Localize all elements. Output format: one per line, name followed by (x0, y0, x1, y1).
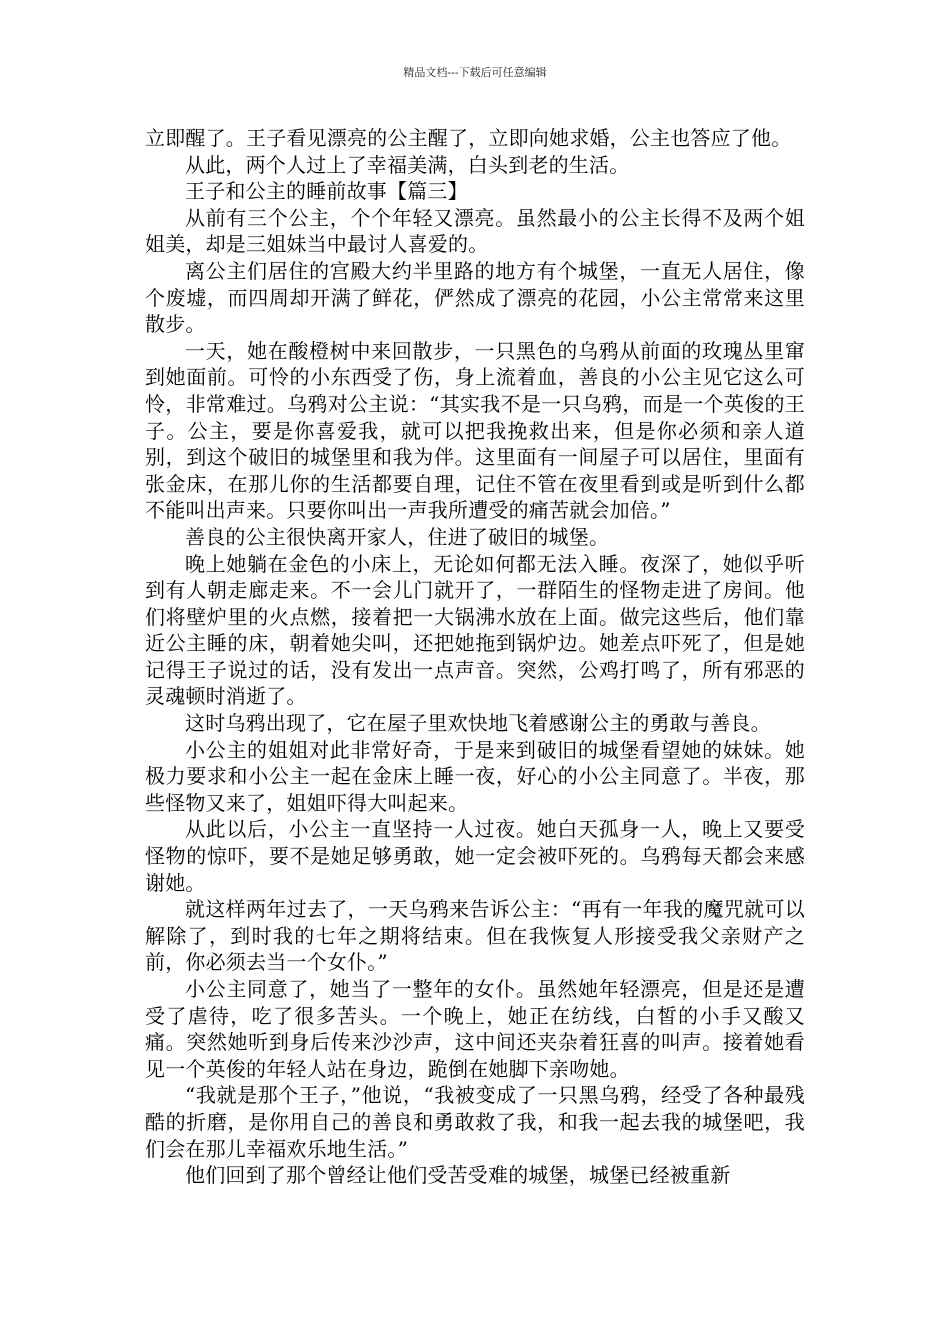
paragraph: “我就是那个王子，”他说，“我被变成了一只黑乌鸦，经受了各种最残酷的折磨，是你用自己的善良和勇敢救了我，和我一起去我的城堡吧，我们会在那儿幸福欢乐地生活。” (145, 1083, 805, 1161)
page-header: 精品文档---下载后可任意编辑 (403, 66, 547, 79)
paragraph: 小公主同意了，她当了一整年的女仆。虽然她年轻漂亮，但是还是遭受了虐待，吃了很多苦头。一个晚上，她正在纺线，白皙的小手又酸又痛。突然她听到身后传来沙沙声，这中间还夹杂着狂喜的叫声。接着她看见一个英俊的年轻人站在身边，跪倒在她脚下亲吻她。 (145, 977, 805, 1081)
paragraph: 从此以后，小公主一直坚持一人过夜。她白天孤身一人，晚上又要受怪物的惊吓，要不是她足够勇敢，她一定会被吓死的。乌鸦每天都会来感谢她。 (145, 817, 805, 895)
paragraph: 就这样两年过去了，一天乌鸦来告诉公主：“再有一年我的魔咒就可以解除了，到时我的七年之期将结束。但在我恢复人形接受我父亲财产之前，你必须去当一个女仆。” (145, 897, 805, 975)
document-body (145, 125, 805, 1189)
paragraph: 王子和公主的睡前故事【篇三】 (185, 179, 468, 204)
paragraph: 这时乌鸦出现了，它在屋子里欢快地飞着感谢公主的勇敢与善良。 (185, 711, 771, 736)
paragraph: 从此，两个人过上了幸福美满，白头到老的生活。 (185, 152, 630, 177)
paragraph: 晚上她躺在金色的小床上，无论如何都无法入睡。夜深了，她似乎听到有人朝走廊走来。不一会儿门就开了，一群陌生的怪物走进了房间。他们将壁炉里的火点燃，接着把一大锅沸水放在上面。做完这些后，他们靠近公主睡的床，朝着她尖叫，还把她拖到锅炉边。她差点吓死了，但是她记得王子说过的话，没有发出一点声音。突然，公鸡打鸣了，所有邪恶的灵魂顿时消逝了。 (145, 551, 805, 709)
paragraph: 一天，她在酸橙树中来回散步，一只黑色的乌鸦从前面的玫瑰丛里窜到她面前。可怜的小东西受了伤，身上流着血，善良的小公主见它这么可怜，非常难过。乌鸦对公主说：“其实我不是一只乌鸦，而是一个英俊的王子。公主，要是你喜爱我，就可以把我挽救出来，但是你必须和亲人道别，到这个破旧的城堡里和我为伴。这里面有一间屋子可以居住，里面有张金床，在那儿你的生活都要自理，记住不管在夜里看到或是听到什么都不能叫出声来。只要你叫出一声我所遭受的痛苦就会加倍。” (145, 338, 805, 523)
paragraph: 立即醒了。王子看见漂亮的公主醒了，立即向她求婚，公主也答应了他。 (145, 126, 792, 150)
paragraph: 从前有三个公主，个个年轻又漂亮。虽然最小的公主长得不及两个姐姐美，却是三姐妹当中最讨人喜爱的。 (145, 205, 805, 257)
paragraph: 小公主的姐姐对此非常好奇，于是来到破旧的城堡看望她的妹妹。她极力要求和小公主一起在金床上睡一夜，好心的小公主同意了。半夜，那些怪物又来了，姐姐吓得大叫起来。 (145, 737, 805, 815)
paragraph: 他们回到了那个曾经让他们受苦受难的城堡，城堡已经被重新 (185, 1163, 731, 1188)
paragraph: 善良的公主很快离开家人，住进了破旧的城堡。 (185, 524, 610, 549)
paragraph: 离公主们居住的宫殿大约半里路的地方有个城堡，一直无人居住，像个废墟，而四周却开满了鲜花，俨然成了漂亮的花园，小公主常常来这里散步。 (145, 258, 805, 337)
